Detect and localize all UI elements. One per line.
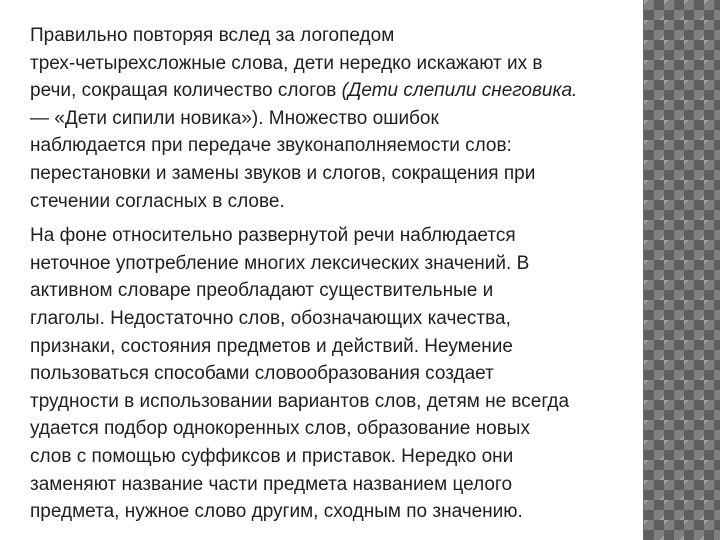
paragraph-1-line-1: Правильно повторяя вслед за логопедом <box>30 25 395 46</box>
paragraph-2-line-6: пользоваться способами словообразования создает <box>30 363 494 385</box>
paragraph-2-line-5: признаки, состояния предметов и действий. Неумение <box>30 335 513 357</box>
paragraph-2-line-2: неточное употребление многих лексических значений. В <box>30 252 530 274</box>
paragraph-1-example: (Дети слепили снеговика. <box>341 80 578 102</box>
paragraph-2-line-7: трудности в использовании вариантов слов, детям не всегда <box>30 390 570 412</box>
paragraph-1-line-7: стечении согласных в слове. <box>30 190 285 212</box>
paragraph-1-line-6: перестановки и замены звуков и слогов, сокращения при <box>30 162 536 184</box>
paragraph-2-line-1: На фоне относительно развернутой речи наблюдается <box>30 225 516 247</box>
paragraph-2 <box>30 222 630 526</box>
paragraph-1-line-2: трех-четырехсложные слова, дети нередко искажают их в <box>30 52 543 74</box>
paragraph-1-line-5: наблюдается при передаче звуконаполняемости слов: <box>30 135 512 157</box>
paragraph-1-line-4: — «Дети сипили новика»). Множество ошибок <box>30 107 439 129</box>
decorative-side-pattern <box>643 0 720 540</box>
paragraph-2-line-4: глаголы. Недостаточно слов, обозначающих качества, <box>30 307 511 329</box>
paragraph-2-line-11: предмета, нужное слово другим, сходным по значению. <box>30 501 523 523</box>
paragraph-1-line-3: речи, сокращая количество слогов <box>30 80 342 102</box>
paragraph-2-line-8: удается подбор однокоренных слов, образование новых <box>30 418 530 440</box>
paragraph-2-line-10: заменяют название части предмета названием целого <box>30 473 513 495</box>
paragraph-2-line-3: активном словаре преобладают существительные и <box>30 280 494 302</box>
paragraph-2-line-9: слов с помощью суффиксов и приставок. Нередко они <box>30 445 514 467</box>
text-content <box>30 22 630 533</box>
paragraph-1 <box>30 22 630 215</box>
